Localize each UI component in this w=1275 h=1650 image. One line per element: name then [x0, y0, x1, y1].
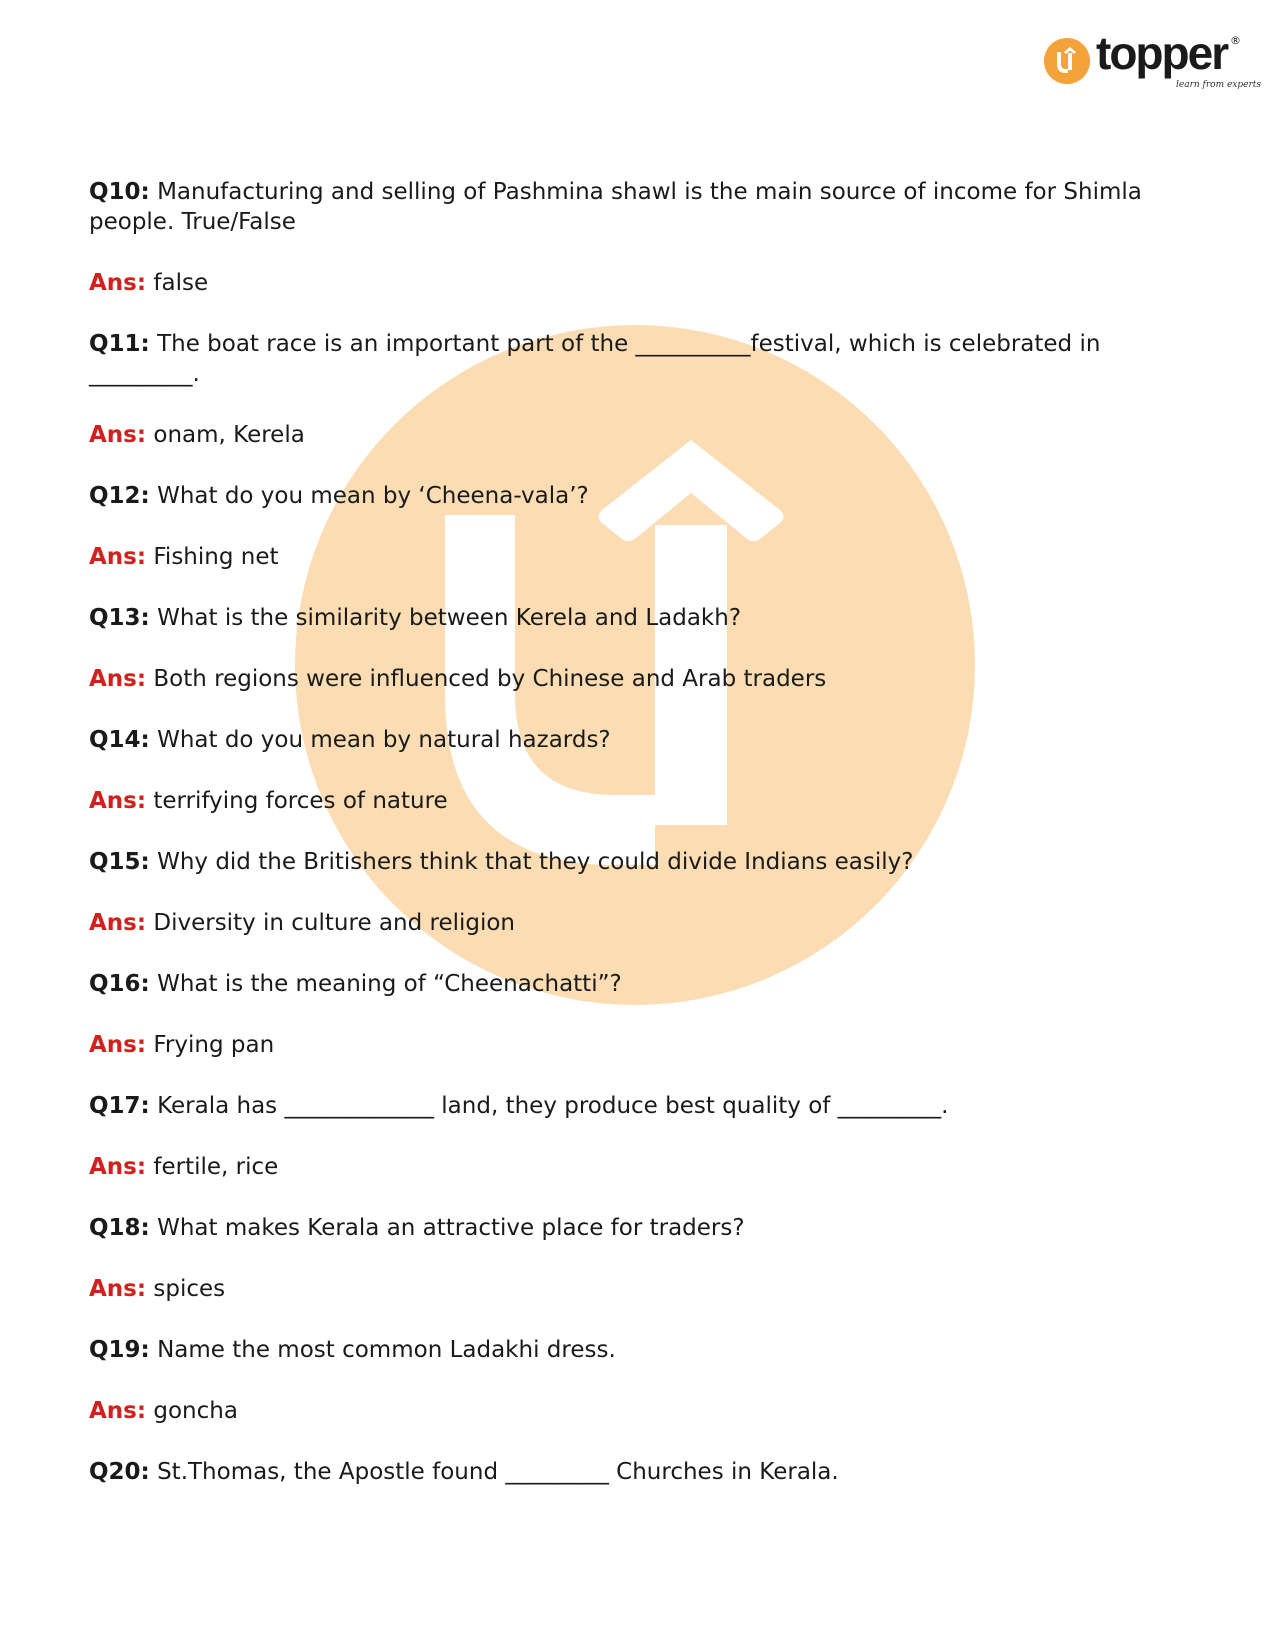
answer-text: false: [153, 270, 209, 296]
question-text: Name the most common Ladakhi dress.: [157, 1337, 616, 1363]
question-q19: [89, 1335, 1189, 1365]
qa-list: [89, 177, 1189, 1518]
question-text: Kerala has _____________ land, they produce best quality of _________.: [157, 1093, 949, 1119]
question-text: What makes Kerala an attractive place for traders?: [157, 1215, 745, 1241]
question-q11: [89, 329, 1189, 389]
answer-q11: [89, 420, 1189, 450]
question-label: Q14:: [89, 727, 150, 753]
topper-logo: [1044, 27, 1262, 96]
question-label: Q10:: [89, 179, 150, 205]
question-text: What is the meaning of “Cheenachatti”?: [157, 971, 622, 997]
answer-label: Ans:: [89, 1398, 147, 1424]
answer-label: Ans:: [89, 910, 147, 936]
question-q18: [89, 1213, 1189, 1243]
question-text: What is the similarity between Kerela and Ladakh?: [157, 605, 742, 631]
answer-text: fertile, rice: [153, 1154, 279, 1180]
question-text: What do you mean by natural hazards?: [157, 727, 611, 753]
answer-q13: [89, 664, 1189, 694]
answer-q16: [89, 1030, 1189, 1060]
registered-mark: ®: [1230, 34, 1241, 47]
answer-text: terrifying forces of nature: [153, 788, 448, 814]
answer-label: Ans:: [89, 544, 147, 570]
question-label: Q20:: [89, 1459, 150, 1485]
answer-label: Ans:: [89, 1276, 147, 1302]
question-q16: [89, 969, 1189, 999]
question-q15: [89, 847, 1189, 877]
question-text: The boat race is an important part of the __________festival, which is celebrated in _________.: [89, 331, 1101, 387]
question-q14: [89, 725, 1189, 755]
question-text: Why did the Britishers think that they could divide Indians easily?: [157, 849, 914, 875]
answer-q17: [89, 1152, 1189, 1182]
question-text: Manufacturing and selling of Pashmina shawl is the main source of income for Shimla people. True/False: [89, 179, 1142, 235]
answer-q18: [89, 1274, 1189, 1304]
answer-q14: [89, 786, 1189, 816]
answer-label: Ans:: [89, 422, 147, 448]
answer-q15: [89, 908, 1189, 938]
question-text: St.Thomas, the Apostle found _________ Churches in Kerala.: [157, 1459, 839, 1485]
question-q20: [89, 1457, 1189, 1487]
answer-text: onam, Kerela: [153, 422, 305, 448]
answer-label: Ans:: [89, 1032, 147, 1058]
question-label: Q12:: [89, 483, 150, 509]
answer-label: Ans:: [89, 1154, 147, 1180]
answer-text: Diversity in culture and religion: [153, 910, 516, 936]
question-q10: [89, 177, 1189, 237]
question-label: Q19:: [89, 1337, 150, 1363]
question-label: Q13:: [89, 605, 150, 631]
question-label: Q16:: [89, 971, 150, 997]
answer-q12: [89, 542, 1189, 572]
answer-q19: [89, 1396, 1189, 1426]
answer-text: Both regions were influenced by Chinese and Arab traders: [153, 666, 827, 692]
question-label: Q11:: [89, 331, 150, 357]
question-label: Q18:: [89, 1215, 150, 1241]
question-q13: [89, 603, 1189, 633]
u-arrow-icon: [1044, 38, 1090, 84]
question-label: Q15:: [89, 849, 150, 875]
logo-tagline: learn from experts: [1176, 80, 1262, 90]
question-text: What do you mean by ‘Cheena-vala’?: [157, 483, 589, 509]
answer-text: spices: [153, 1276, 226, 1302]
answer-q10: [89, 268, 1189, 298]
answer-label: Ans:: [89, 270, 147, 296]
logo-wordmark: topper: [1096, 27, 1228, 79]
question-q17: [89, 1091, 1189, 1121]
answer-text: Fishing net: [153, 544, 279, 570]
answer-text: goncha: [153, 1398, 238, 1424]
question-label: Q17:: [89, 1093, 150, 1119]
question-q12: [89, 481, 1189, 511]
answer-label: Ans:: [89, 788, 147, 814]
answer-label: Ans:: [89, 666, 147, 692]
answer-text: Frying pan: [153, 1032, 275, 1058]
